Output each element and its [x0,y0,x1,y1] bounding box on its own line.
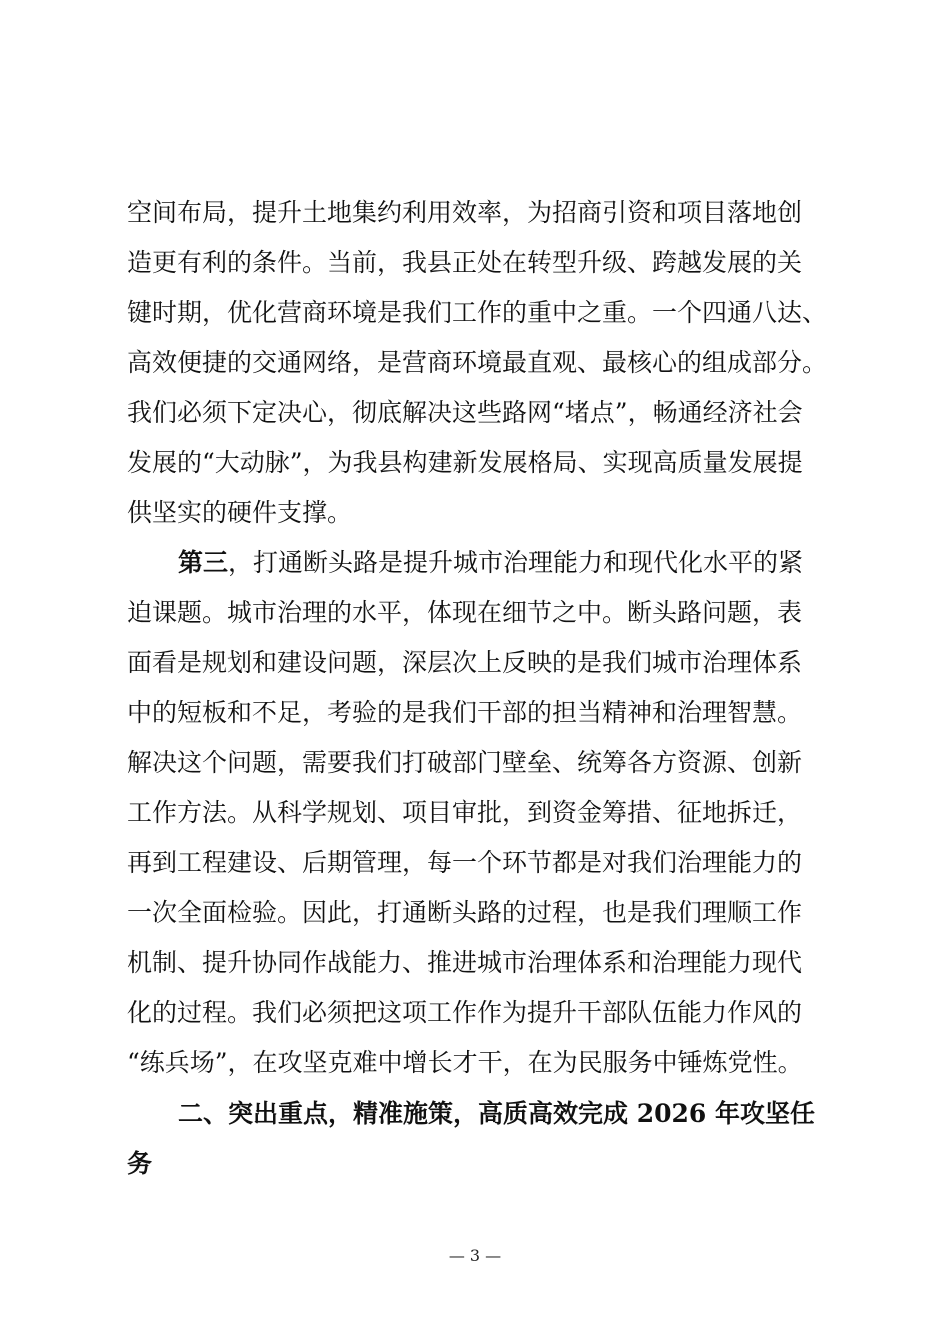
body-text-line: 造更有利的条件。当前，我县正处在转型升级、跨越发展的关 [127,248,803,277]
section-heading: 二、突出重点，精准施策，高质高效完成 2026 年攻坚任 [178,1099,815,1128]
body-text-line: 空间布局，提升土地集约利用效率，为招商引资和项目落地创 [127,198,803,227]
body-text-line: 一次全面检验。因此，打通断头路的过程，也是我们理顺工作 [127,898,803,927]
body-text-line: 解决这个问题，需要我们打破部门壁垒、统筹各方资源、创新 [127,748,803,777]
paragraph-lead-rest: ，打通断头路是提升城市治理能力和现代化水平的紧 [228,548,804,577]
body-text-line: 化的过程。我们必须把这项工作作为提升干部队伍能力作风的 [127,998,803,1027]
paragraph-third-first-line [178,543,898,583]
body-text-line: 键时期，优化营商环境是我们工作的重中之重。一个四通八达、 [127,298,828,327]
section-heading-continuation: 务 [127,1149,153,1178]
page-number: — 3 — [448,1246,502,1265]
paragraph-lead-bold: 第三 [178,548,229,577]
body-text-line: 机制、提升协同作战能力、推进城市治理体系和治理能力现代 [127,948,803,977]
body-text-line: 我们必须下定决心，彻底解决这些路网“堵点”，畅通经济社会 [127,398,803,427]
body-text-line: 再到工程建设、后期管理，每一个环节都是对我们治理能力的 [127,848,803,877]
body-text-line: 中的短板和不足，考验的是我们干部的担当精神和治理智慧。 [127,698,803,727]
body-text-line: 面看是规划和建设问题，深层次上反映的是我们城市治理体系 [127,648,803,677]
body-text-line: 供坚实的硬件支撑。 [127,498,353,527]
body-text-line: 迫课题。城市治理的水平，体现在细节之中。断头路问题，表 [127,598,803,627]
body-text-line: “练兵场”，在攻坚克难中增长才干，在为民服务中锤炼党性。 [127,1048,803,1077]
body-text-line: 高效便捷的交通网络，是营商环境最直观、最核心的组成部分。 [127,348,828,377]
body-text-line: 工作方法。从科学规划、项目审批，到资金筹措、征地拆迁， [127,798,803,827]
body-text-line: 发展的“大动脉”，为我县构建新发展格局、实现高质量发展提 [127,448,803,477]
